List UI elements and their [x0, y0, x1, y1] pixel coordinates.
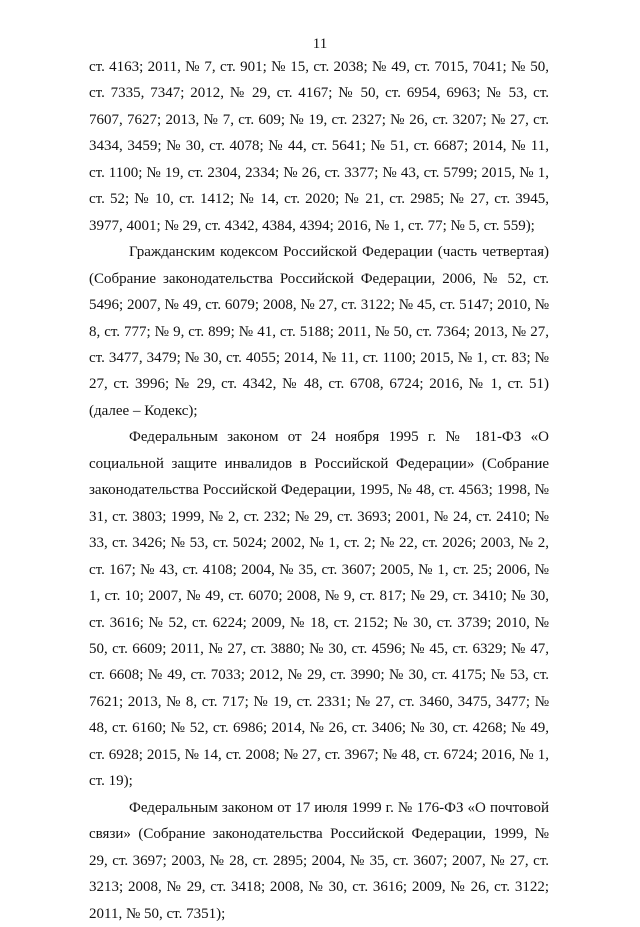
- page-number: 11: [312, 36, 328, 52]
- document-body: [89, 54, 549, 927]
- paragraph-law-176-fz: Федеральным законом от 17 июля 1999 г. № 176-ФЗ «О почтовой связи» (Собрание законодательства Российской Федерации, 1999, № 29, ст. 3697; 2003, № 28, ст. 2895; 2004, № 35, ст. 3607; 2007, № 27, ст. 3213; 2008, № 29, ст. 3418; 2008, № 30, ст. 3616; 2009, № 26, ст. 3122; 2011, № 50, ст. 7351);: [89, 799, 549, 922]
- paragraph-continuation: ст. 4163; 2011, № 7, ст. 901; № 15, ст. 2038; № 49, ст. 7015, 7041; № 50, ст. 7335, 7347; 2012, № 29, ст. 4167; № 50, ст. 6954, 6963; № 53, ст. 7607, 7627; 2013, № 7, ст. 609; № 19, ст. 2327; № 26, ст. 3207; № 27, ст. 3434, 3459; № 30, ст. 4078; № 44, ст. 5641; № 51, ст. 6687; 2014, № 11, ст. 1100; № 19, ст. 2304, 2334; № 26, ст. 3377; № 43, ст. 5799; 2015, № 1, ст. 52; № 10, ст. 1412; № 14, ст. 2020; № 21, ст. 2985; № 27, ст. 3945, 3977, 4001; № 29, ст. 4342, 4384, 4394; 2016, № 1, ст. 77; № 5, ст. 559);: [89, 59, 549, 234]
- paragraph-civil-code: Гражданским кодексом Российской Федерации (часть четвертая) (Собрание законодательства Российской Федерации, 2006, № 52, ст. 5496; 2007, № 49, ст. 6079; 2008, № 27, ст. 3122; № 45, ст. 5147; 2010, № 8, ст. 777; № 9, ст. 899; № 41, ст. 5188; 2011, № 50, ст. 7364; 2013, № 27, ст. 3477, 3479; № 30, ст. 4055; 2014, № 11, ст. 1100; 2015, № 1, ст. 83; № 27, ст. 3996; № 29, ст. 4342, № 48, ст. 6708, 6724; 2016, № 1, ст. 51) (далее – Кодекс);: [89, 244, 549, 419]
- paragraph-law-181-fz: Федеральным законом от 24 ноября 1995 г. № 181-ФЗ «О социальной защите инвалидов в Российской Федерации» (Собрание законодательства Российской Федерации, 1995, № 48, ст. 4563; 1998, № 31, ст. 3803; 1999, № 2, ст. 232; № 29, ст. 3693; 2001, № 24, ст. 2410; № 33, ст. 3426; № 53, ст. 5024; 2002, № 1, ст. 2; № 22, ст. 2026; 2003, № 2, ст. 167; № 43, ст. 4108; 2004, № 35, ст. 3607; 2005, № 1, ст. 25; 2006, № 1, ст. 10; 2007, № 49, ст. 6070; 2008, № 9, ст. 817; № 29, ст. 3410; № 30, ст. 3616; № 52, ст. 6224; 2009, № 18, ст. 2152; № 30, ст. 3739; 2010, № 50, ст. 6609; 2011, № 27, ст. 3880; № 30, ст. 4596; № 45, ст. 6329; № 47, ст. 6608; № 49, ст. 7033; 2012, № 29, ст. 3990; № 30, ст. 4175; № 53, ст. 7621; 2013, № 8, ст. 717; № 19, ст. 2331; № 27, ст. 3460, 3475, 3477; № 48, ст. 6160; № 52, ст. 6986; 2014, № 26, ст. 3406; № 30, ст. 4268; № 49, ст. 6928; 2015, № 14, ст. 2008; № 27, ст. 3967; № 48, ст. 6724; 2016, № 1, ст. 19);: [89, 429, 549, 790]
